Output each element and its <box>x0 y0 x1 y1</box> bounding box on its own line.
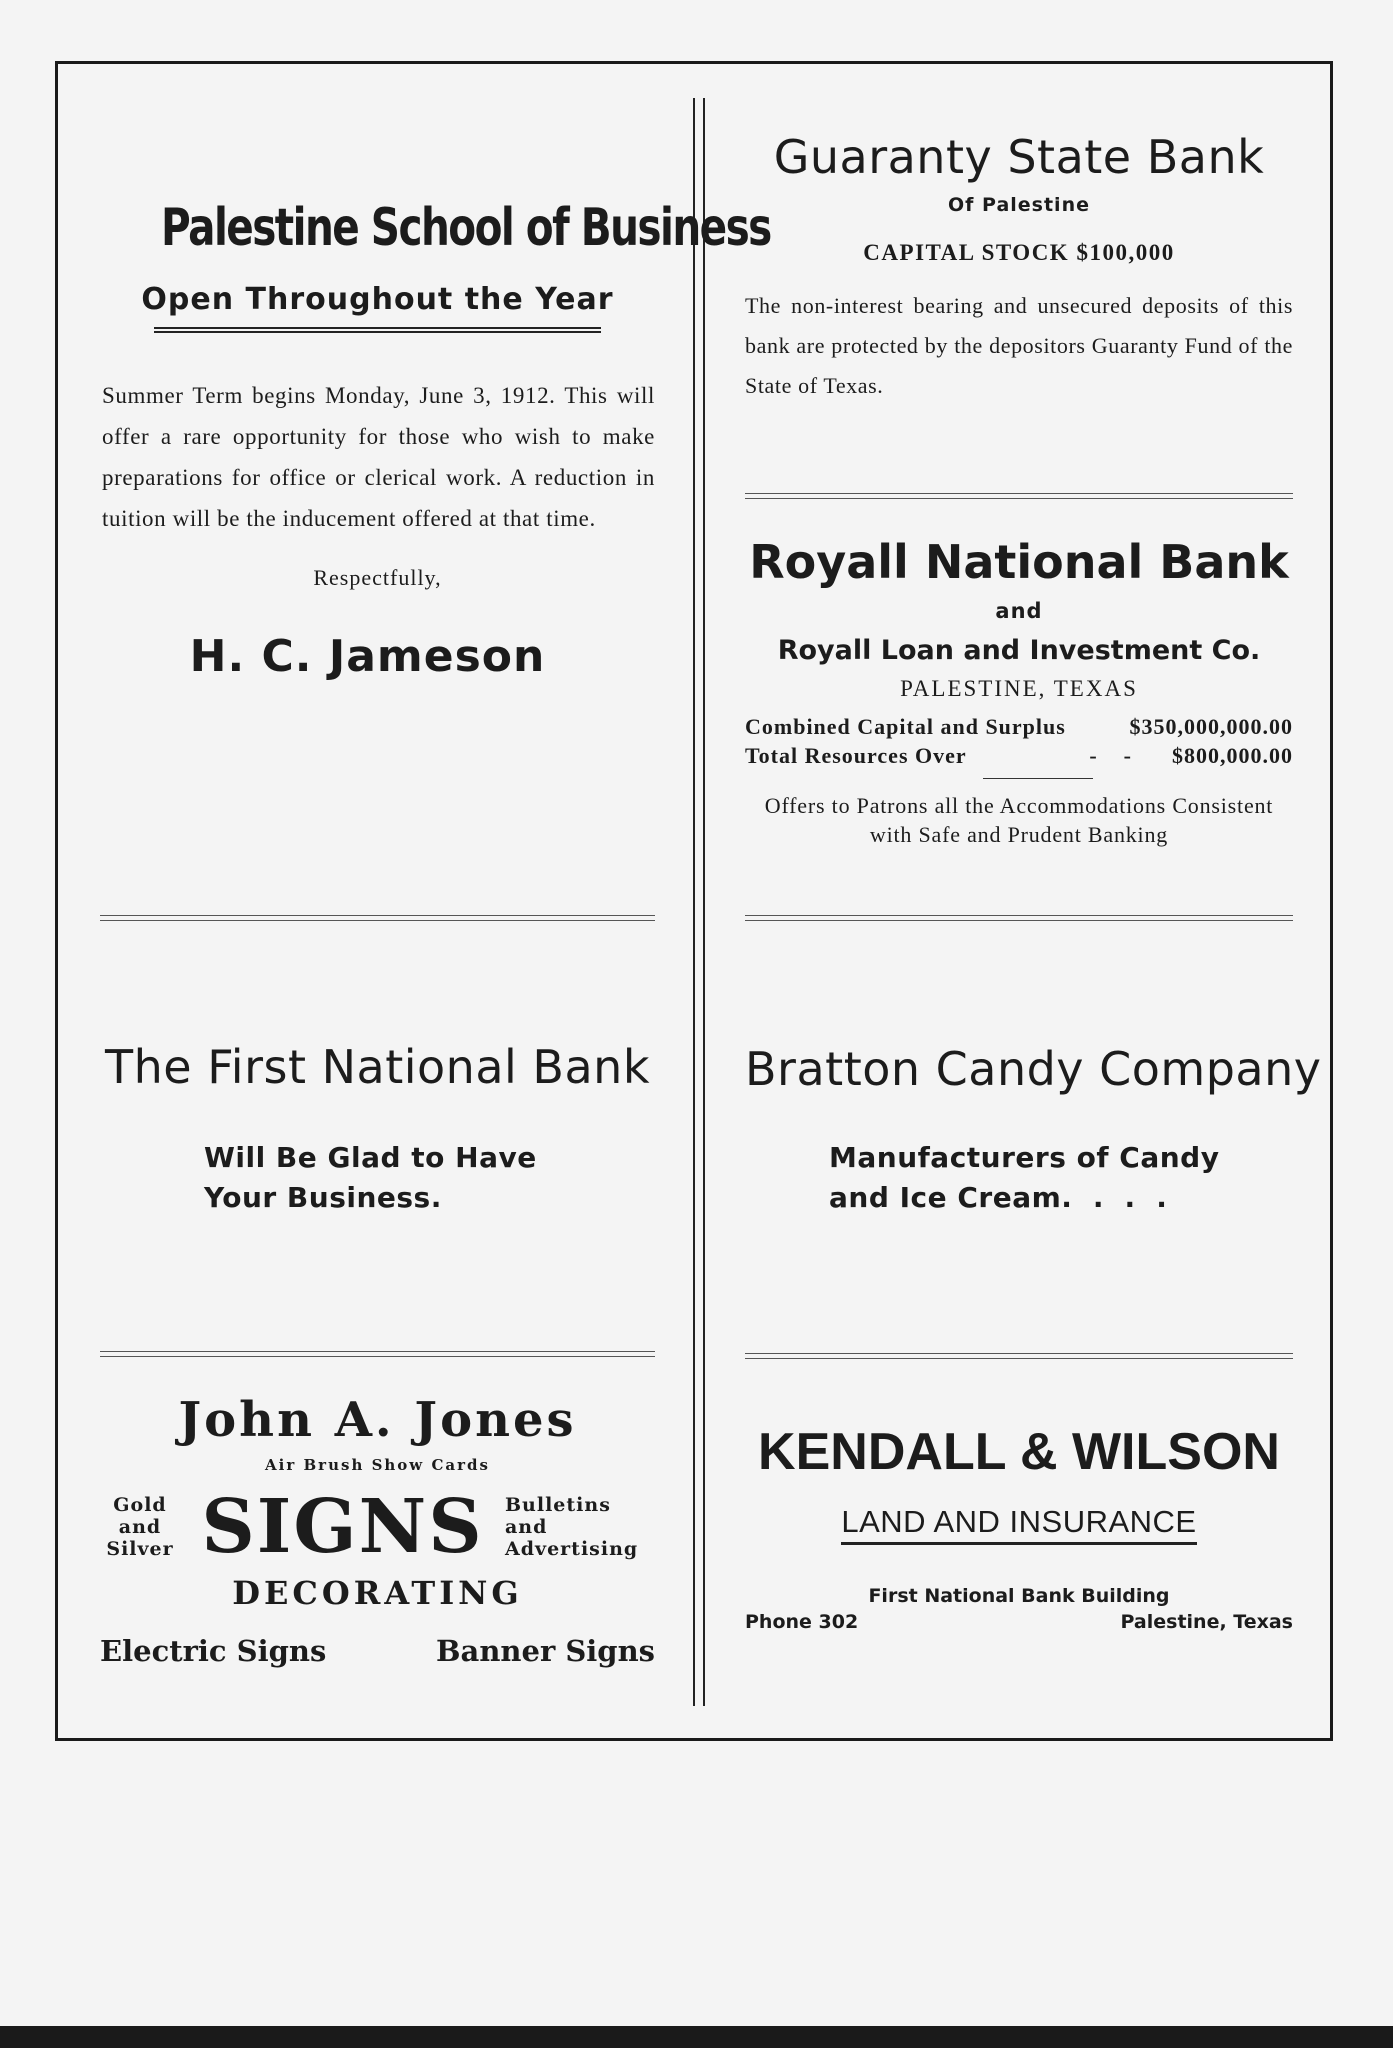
kendall-ad <box>745 1422 1293 1633</box>
jones-subtitle: Air Brush Show Cards <box>265 1456 490 1474</box>
jones-right3: Advertising <box>505 1538 639 1560</box>
royall-row2-dashes: - - <box>1089 743 1132 768</box>
school-signature: H. C. Jameson <box>189 631 546 682</box>
jones-decorating: DECORATING <box>232 1574 523 1612</box>
first-national-title: The First National Bank <box>105 1040 650 1094</box>
jones-bottom-row <box>100 1634 655 1668</box>
guaranty-subtitle: Of Palestine <box>948 194 1090 216</box>
royall-row2-label: Total Resources Over <box>745 743 967 768</box>
kendall-building: First National Bank Building <box>868 1585 1170 1607</box>
bratton-title: Bratton Candy Company <box>745 1042 1322 1096</box>
royall-row-capital <box>745 712 1293 741</box>
jones-signs: SIGNS <box>201 1484 484 1570</box>
jones-left2: and <box>118 1516 162 1538</box>
jones-banner: Banner Signs <box>436 1634 655 1668</box>
jones-signs-row <box>100 1484 655 1570</box>
guaranty-capital: CAPITAL STOCK $100,000 <box>863 240 1175 265</box>
royall-row1-value: $350,000,000.00 <box>1129 714 1293 739</box>
jones-left1: Gold <box>113 1494 167 1516</box>
royall-body: Offers to Patrons all the Accommodations Consistent with Safe and Prudent Banking <box>764 793 1274 847</box>
separator-right-2 <box>745 1353 1293 1359</box>
school-ad <box>100 198 771 682</box>
royall-row1-label: Combined Capital and Surplus <box>745 714 1066 739</box>
separator-left-2 <box>100 1351 655 1357</box>
first-national-line2: Your Business. <box>204 1181 442 1214</box>
jones-right1: Bulletins <box>505 1494 611 1516</box>
jones-right2: and <box>505 1516 548 1538</box>
guaranty-ad <box>745 130 1293 406</box>
first-national-line1: Will Be Glad to Have <box>204 1141 537 1174</box>
school-subtitle-rule <box>154 327 601 333</box>
royall-ad <box>745 535 1293 849</box>
school-body: Summer Term begins Monday, June 3, 1912. This will offer a rare opportunity for those who wish to make preparations for office or clerical work. A reduction in tuition will be the inducement offered at that time. <box>102 383 655 531</box>
first-national-ad <box>100 1040 655 1218</box>
school-subtitle: Open Throughout the Year <box>141 282 614 317</box>
jones-left3: Silver <box>106 1538 174 1560</box>
jones-electric: Electric Signs <box>100 1634 327 1668</box>
kendall-contact-row <box>745 1611 1293 1633</box>
kendall-city: Palestine, Texas <box>1120 1611 1293 1633</box>
jones-title: John A. Jones <box>178 1392 577 1448</box>
kendall-subtitle-wrap <box>745 1504 1293 1545</box>
royall-subtitle: Royall Loan and Investment Co. <box>777 635 1261 666</box>
royall-title: Royall National Bank <box>749 535 1289 589</box>
bratton-line2: and Ice Cream. . . . <box>829 1181 1168 1214</box>
separator-left-1 <box>100 915 655 921</box>
jones-right-group <box>505 1494 655 1560</box>
scan-edge <box>0 2026 1393 2048</box>
separator-right-0 <box>745 493 1293 499</box>
royall-short-rule <box>983 778 1093 779</box>
school-closing: Respectfully, <box>313 565 442 590</box>
bratton-line1: Manufacturers of Candy <box>829 1141 1220 1174</box>
kendall-subtitle: LAND AND INSURANCE <box>841 1504 1196 1545</box>
separator-right-1 <box>745 915 1293 921</box>
school-title: Palestine School of Business <box>161 198 771 258</box>
royall-row-resources <box>745 741 1293 770</box>
kendall-phone: Phone 302 <box>745 1611 859 1633</box>
jones-left-group <box>100 1494 180 1560</box>
guaranty-body: The non-interest bearing and unsecured deposits of this bank are protected by the depositors Guaranty Fund of the State of Texas. <box>745 293 1293 398</box>
column-divider <box>693 98 705 1706</box>
jones-ad <box>100 1392 655 1668</box>
royall-row2-value: $800,000.00 <box>1172 743 1293 768</box>
kendall-title: KENDALL & WILSON <box>758 1423 1280 1481</box>
royall-location: PALESTINE, TEXAS <box>900 676 1138 701</box>
royall-and: and <box>995 599 1043 623</box>
bratton-ad <box>745 1042 1322 1218</box>
guaranty-title: Guaranty State Bank <box>773 130 1265 184</box>
